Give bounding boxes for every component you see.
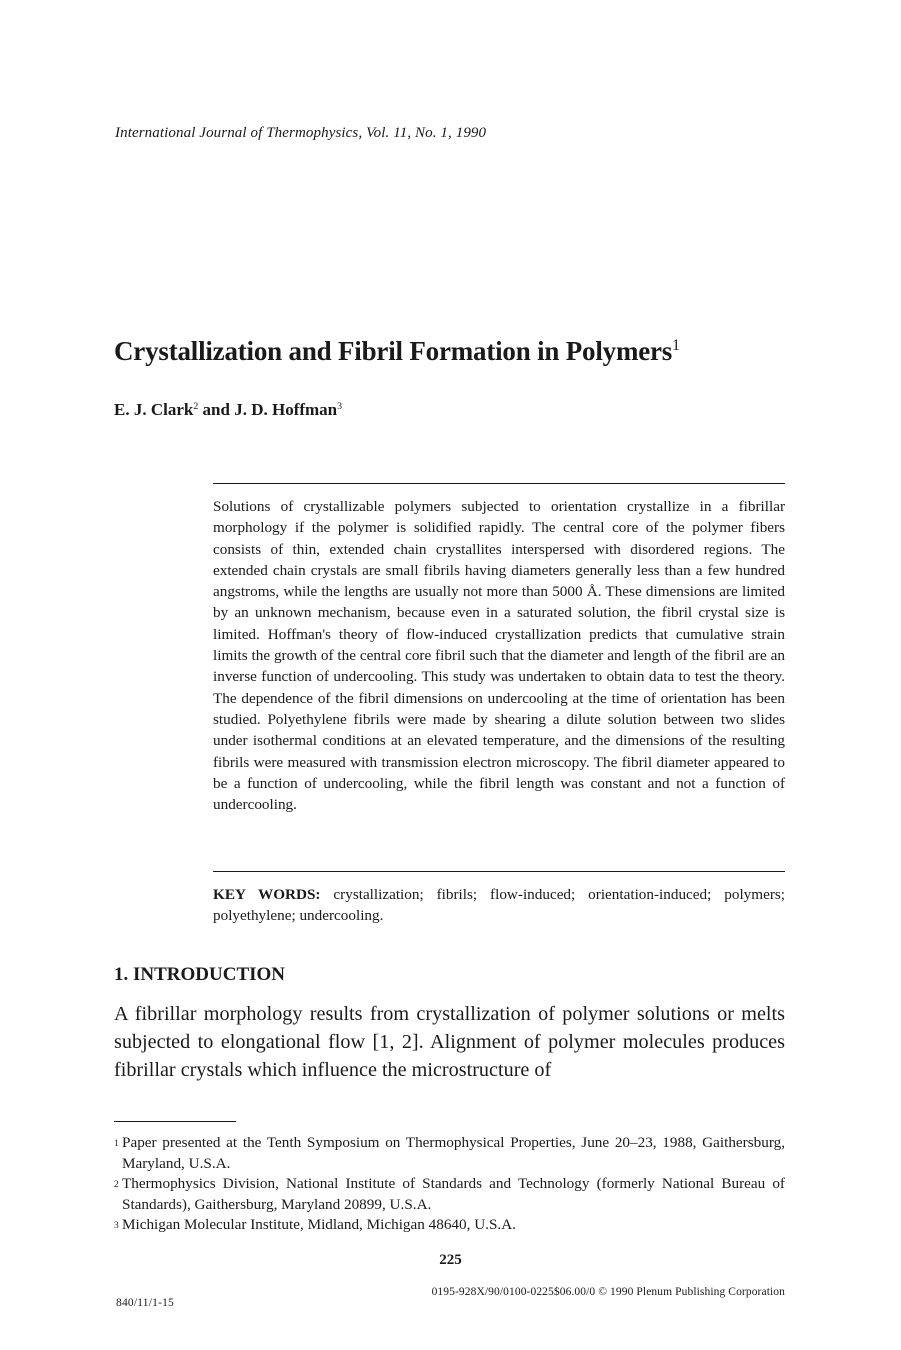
title-text: Crystallization and Fibril Formation in Polymers bbox=[114, 336, 673, 366]
author-clark: E. J. Clark bbox=[114, 400, 194, 419]
author-line bbox=[114, 400, 342, 420]
footnote-1 bbox=[114, 1133, 785, 1174]
section-heading-introduction: 1. INTRODUCTION bbox=[114, 964, 286, 985]
footnote-separator bbox=[114, 1121, 236, 1122]
copyright-line: 0195-928X/90/0100-0225$06.00/0 © 1990 Plenum Publishing Corporation bbox=[431, 1286, 785, 1298]
author-hoffman-marker: 3 bbox=[337, 400, 343, 412]
footnote-marker: 2 bbox=[114, 1180, 119, 1190]
keywords-label: KEY WORDS: bbox=[213, 886, 321, 903]
footnote-marker: 1 bbox=[114, 1139, 119, 1149]
author-clark-marker: 2 bbox=[193, 400, 199, 412]
title-footnote-marker: 1 bbox=[672, 337, 680, 355]
paper-title bbox=[114, 336, 680, 367]
footnote-text: Thermophysics Division, National Institute of Standards and Technology (formerly National Bureau of Standards), Gaithersburg, Maryland 20899, U.S.A. bbox=[122, 1175, 785, 1213]
author-hoffman: J. D. Hoffman bbox=[234, 400, 338, 419]
introduction-paragraph: A fibrillar morphology results from crystallization of polymer solutions or melts subjected to elongational flow [1, 2]. Alignment of polymer molecules produces fibrillar crystals which influence the microstructure of bbox=[114, 1003, 785, 1081]
keywords-list: crystallization; fibrils; flow-induced; orientation-induced; polymers; polyethylene; undercooling. bbox=[213, 886, 786, 924]
journal-citation: International Journal of Thermophysics, Vol. 11, No. 1, 1990 bbox=[115, 125, 487, 141]
footnotes bbox=[114, 1133, 785, 1236]
footnote-3 bbox=[114, 1215, 785, 1236]
keywords bbox=[213, 884, 785, 926]
footnote-2 bbox=[114, 1174, 785, 1215]
page-number: 225 bbox=[439, 1252, 462, 1268]
author-connector: and bbox=[202, 400, 230, 419]
abstract-text: Solutions of crystallizable polymers subjected to orientation crystallize in a fibrillar morphology if the polymer is solidified rapidly. The central core of the polymer fibers consists of thin, extended chain crystallites interspersed with disordered regions. The extended chain crystals are small fibrils having diameters generally less than a few hundred angstroms, while the lengths are usually not more than 5000 Å. These dimensions are limited by an unknown mechanism, because even in a saturated solution, the fibril crystal size is limited. Hoffman's theory of flow-induced crystallization predicts that cumulative strain limits the growth of the central core fibril such that the diameter and length of the fibril are an inverse function of undercooling. This study was undertaken to obtain data to test the theory. The dependence of the fibril dimensions on undercooling at the time of orientation has been studied. Polyethylene fibrils were made by shearing a dilute solution between two slides under isothermal conditions at an elevated temperature, and the dimensions of the resulting fibrils were measured with transmission electron microscopy. The fibril diameter appeared to be a function of undercooling, while the fibril length was constant and not a function of undercooling. bbox=[213, 498, 785, 814]
footnote-marker: 3 bbox=[114, 1221, 119, 1231]
abstract-bottom-rule bbox=[213, 871, 785, 872]
footnote-text: Michigan Molecular Institute, Midland, Michigan 48640, U.S.A. bbox=[122, 1216, 516, 1233]
print-code: 840/11/1-15 bbox=[116, 1297, 174, 1309]
footnote-text: Paper presented at the Tenth Symposium on Thermophysical Properties, June 20–23, 1988, Gaithersburg, Maryland, U.S.A. bbox=[122, 1134, 785, 1172]
abstract-top-rule bbox=[213, 483, 785, 484]
